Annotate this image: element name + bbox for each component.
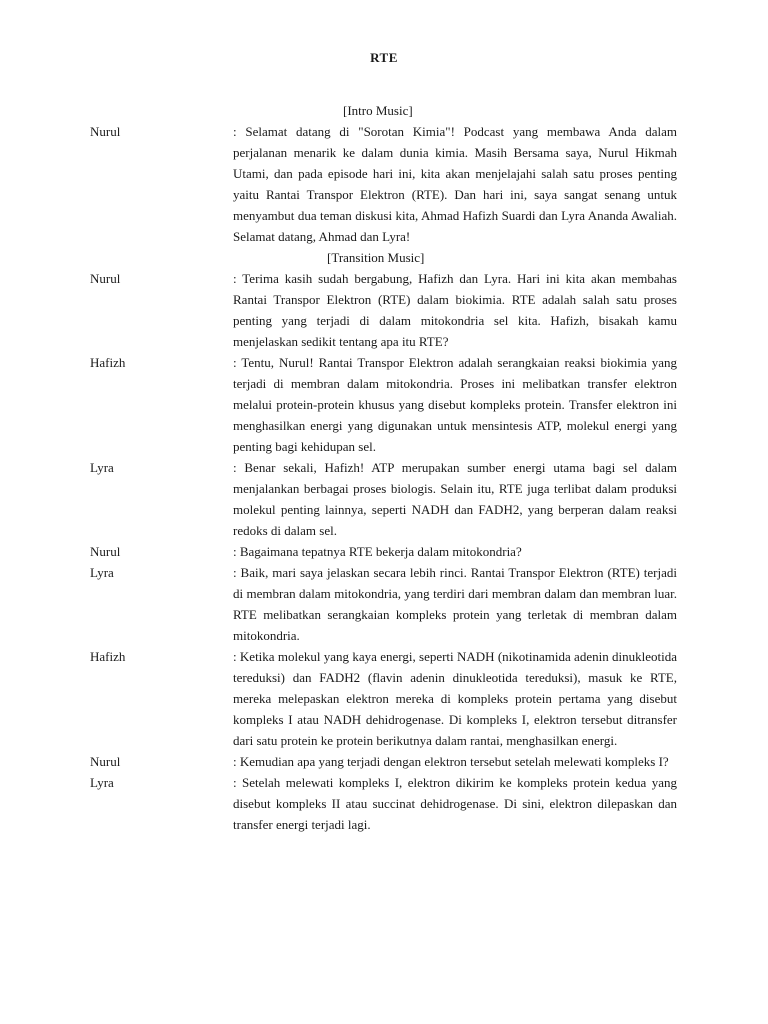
dialogue-text: : Ketika molekul yang kaya energi, seperti NADH (nikotinamida adenin dinukleotida tereduksi) dan FADH2 (flavin adenin dinukleotida tereduksi), masuk ke RTE, mereka melepaskan elektron mereka di kompleks protein pertama yang disebut kompleks I atau NADH dehidrogenase. Di kompleks I, elektron tersebut ditransfer dari satu protein ke protein berikutnya dalam rantai, menghasilkan energi. — [233, 649, 677, 748]
dialogue-row — [0, 268, 768, 352]
dialogue-row — [0, 541, 768, 562]
speaker-name: Lyra — [90, 565, 114, 580]
dialogue-text: : Setelah melewati kompleks I, elektron dikirim ke kompleks protein kedua yang disebut kompleks II atau succinat dehidrogenase. Di sini, elektron dilepaskan dan transfer energi terjadi lagi. — [233, 775, 677, 832]
speaker-name: Lyra — [90, 775, 114, 790]
transition-music-cue: [Transition Music] — [327, 250, 425, 265]
intro-music-cue: [Intro Music] — [343, 103, 413, 118]
dialogue-text: : Terima kasih sudah bergabung, Hafizh dan Lyra. Hari ini kita akan membahas Rantai Transpor Elektron (RTE) dalam biokimia. RTE adalah salah satu proses penting yang terjadi di dalam mitokondria sel kita. Hafizh, bisakah kamu menjelaskan sedikit tentang apa itu RTE? — [233, 271, 677, 349]
dialogue-row — [0, 646, 768, 751]
dialogue-text: : Baik, mari saya jelaskan secara lebih rinci. Rantai Transpor Elektron (RTE) terjadi di membran dalam mitokondria, yang terdiri dari membran dalam dan membran luar. RTE melibatkan serangkaian kompleks protein yang terletak di membran dalam mitokondria. — [233, 565, 677, 643]
dialogue-row — [0, 352, 768, 457]
podcast-script — [0, 100, 768, 835]
speaker-name: Nurul — [90, 754, 121, 769]
dialogue-row — [0, 121, 768, 247]
speaker-name: Lyra — [90, 460, 114, 475]
speaker-name: Nurul — [90, 124, 121, 139]
speaker-name: Hafizh — [90, 355, 126, 370]
dialogue-row — [0, 457, 768, 541]
dialogue-text: : Kemudian apa yang terjadi dengan elektron tersebut setelah melewati kompleks I? — [233, 754, 669, 769]
speaker-name: Nurul — [90, 271, 121, 286]
dialogue-row — [0, 562, 768, 646]
speaker-name: Hafizh — [90, 649, 126, 664]
dialogue-text: : Selamat datang di "Sorotan Kimia"! Podcast yang membawa Anda dalam perjalanan menarik ke dalam dunia kimia. Masih Bersama saya, Nurul Hikmah Utami, dan pada episode hari ini, kita akan menjelajahi salah satu proses penting yaitu Rantai Transpor Elektron (RTE). Dan hari ini, saya sangat senang untuk menyambut dua teman diskusi kita, Ahmad Hafizh Suardi dan Lyra Ananda Awaliah. Selamat datang, Ahmad dan Lyra! — [233, 124, 677, 244]
dialogue-text: : Tentu, Nurul! Rantai Transpor Elektron adalah serangkaian reaksi biokimia yang terjadi di membran dalam mitokondria. Proses ini melibatkan transfer elektron melalui protein-protein khusus yang disebut kompleks protein. Transfer elektron ini menghasilkan energi yang digunakan untuk mensintesis ATP, molekul energi yang penting bagi kehidupan sel. — [233, 355, 677, 454]
dialogue-row — [0, 751, 768, 772]
dialogue-row — [0, 772, 768, 835]
speaker-name: Nurul — [90, 544, 121, 559]
dialogue-text: : Benar sekali, Hafizh! ATP merupakan sumber energi utama bagi sel dalam menjalankan berbagai proses biologis. Selain itu, RTE juga terlibat dalam produksi molekul penting lainnya, seperti NADH dan FADH2, yang berperan dalam reaksi redoks di dalam sel. — [233, 460, 677, 538]
dialogue-text: : Bagaimana tepatnya RTE bekerja dalam mitokondria? — [233, 544, 522, 559]
document-title: RTE — [370, 50, 398, 65]
